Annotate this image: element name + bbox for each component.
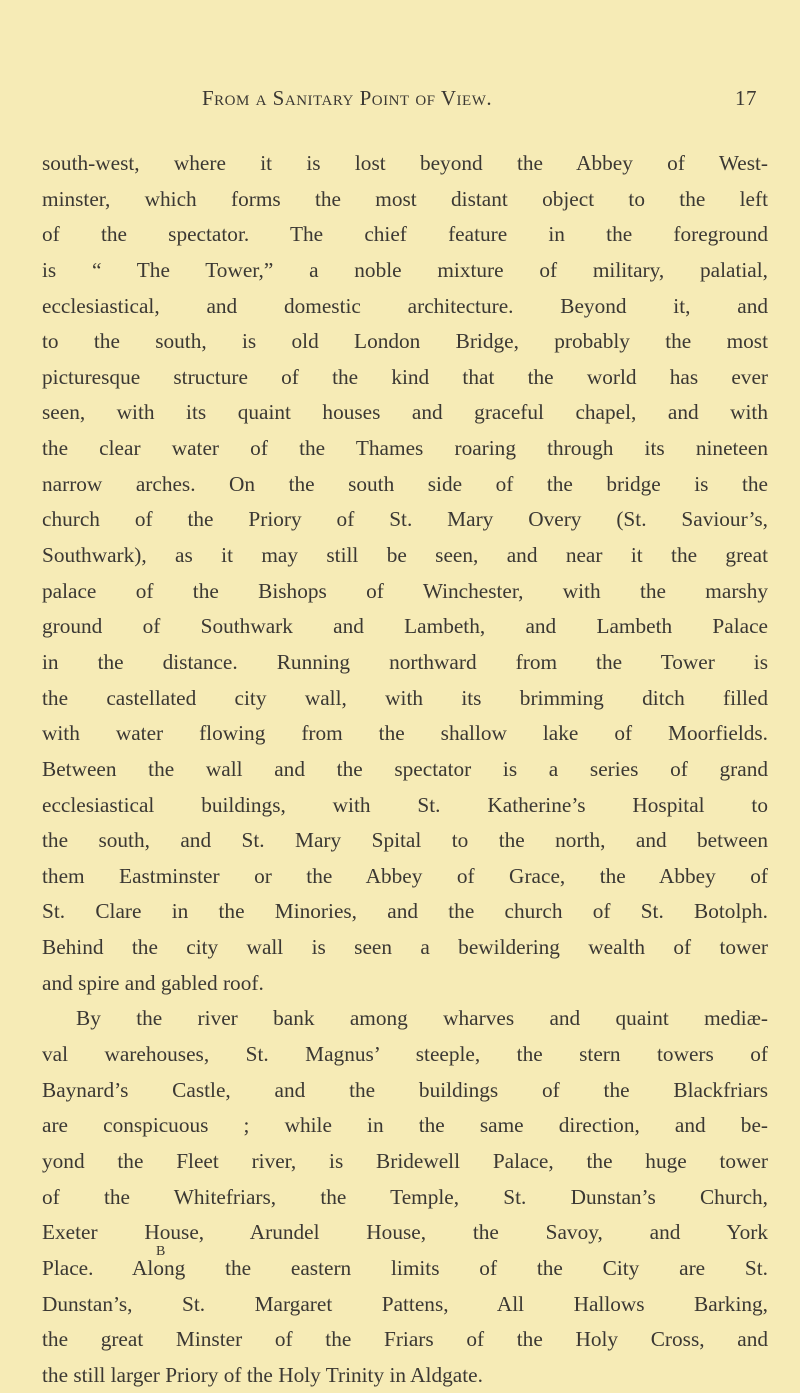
text-line: to the south, is old London Bridge, probably the most [42,329,768,354]
text-line: Behind the city wall is seen a bewildering wealth of tower [42,935,768,960]
body-text [42,146,768,1393]
text-line: church of the Priory of St. Mary Overy (St. Saviour’s, [42,507,768,532]
text-line: is “ The Tower,” a noble mixture of military, palatial, [42,257,768,282]
page-number: 17 [735,86,757,110]
text-line: By the river bank among wharves and quaint mediæ- [76,1006,768,1031]
text-line: St. Clare in the Minories, and the church of St. Botolph. [42,899,768,924]
running-header [202,86,757,111]
text-line: picturesque structure of the kind that the world has ever [42,364,768,389]
text-line: them Eastminster or the Abbey of Grace, the Abbey of [42,863,768,888]
text-line: are conspicuous ; while in the same direction, and be- [42,1113,768,1138]
text-line: val warehouses, St. Magnus’ steeple, the stern towers of [42,1042,768,1067]
text-line: ecclesiastical, and domestic architecture. Beyond it, and [42,293,768,318]
text-line: yond the Fleet river, is Bridewell Palace, the huge tower [42,1148,768,1173]
text-line: of the Whitefriars, the Temple, St. Dunstan’s Church, [42,1184,768,1209]
text-line: Between the wall and the spectator is a series of grand [42,756,768,781]
text-line: narrow arches. On the south side of the bridge is the [42,471,768,496]
text-line: the still larger Priory of the Holy Trinity in Aldgate. [42,1362,483,1387]
text-line: Dunstan’s, St. Margaret Pattens, All Hallows Barking, [42,1291,768,1316]
signature-mark: B [156,1244,166,1259]
text-line: in the distance. Running northward from the Tower is [42,649,768,674]
text-line: with water flowing from the shallow lake of Moorfields. [42,721,768,746]
text-line: seen, with its quaint houses and graceful chapel, and with [42,400,768,425]
text-line: and spire and gabled roof. [42,970,264,995]
running-title: From a Sanitary Point of View. [202,86,493,110]
text-line: Southwark), as it may still be seen, and near it the great [42,543,768,568]
text-line: the great Minster of the Friars of the Holy Cross, and [42,1327,768,1352]
text-line: Baynard’s Castle, and the buildings of the Blackfriars [42,1077,768,1102]
text-line: Place. Along the eastern limits of the City are St. [42,1255,768,1280]
text-line: the clear water of the Thames roaring through its nineteen [42,436,768,461]
text-line: the south, and St. Mary Spital to the north, and between [42,828,768,853]
text-line: the castellated city wall, with its brimming ditch filled [42,685,768,710]
text-line: palace of the Bishops of Winchester, with the marshy [42,578,768,603]
text-line: Exeter House, Arundel House, the Savoy, and York [42,1220,768,1245]
text-line: of the spectator. The chief feature in the foreground [42,222,768,247]
text-line: ecclesiastical buildings, with St. Katherine’s Hospital to [42,792,768,817]
text-line: minster, which forms the most distant object to the left [42,186,768,211]
text-line: south-west, where it is lost beyond the Abbey of West- [42,151,768,175]
text-line: ground of Southwark and Lambeth, and Lambeth Palace [42,614,768,639]
